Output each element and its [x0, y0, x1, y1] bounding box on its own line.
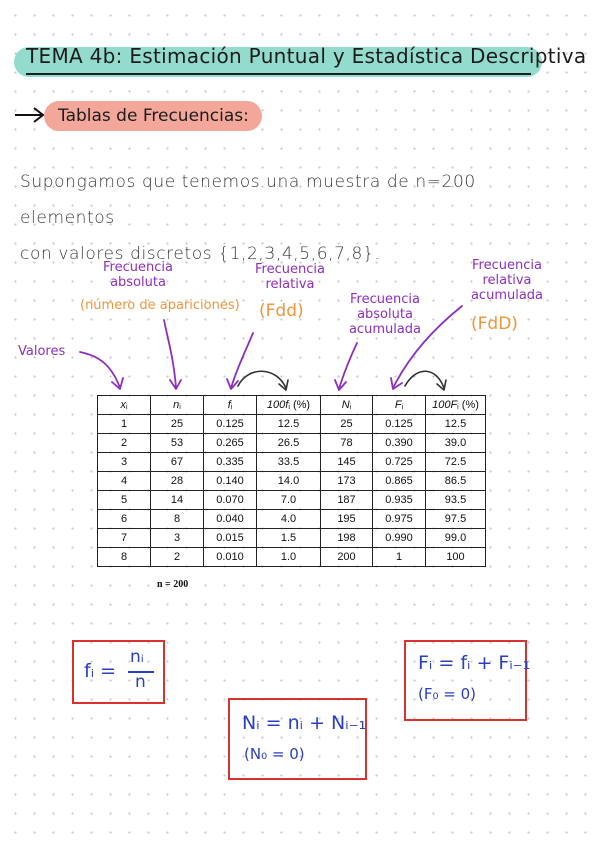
table-cell: 1 [98, 415, 151, 434]
page-title: TEMA 4b: Estimación Puntual y Estadística Descriptiva [26, 44, 587, 68]
table-cell: 4 [98, 472, 151, 491]
table-row [98, 548, 486, 567]
table-cell: 0.125 [204, 415, 257, 434]
table-header-cell [426, 396, 486, 415]
table-cell: 4.0 [257, 510, 321, 529]
table-cell: 25 [151, 415, 204, 434]
label-fr-line-1: Frecuencia [255, 262, 325, 277]
table-cell: 67 [151, 453, 204, 472]
table-cell: 3 [98, 453, 151, 472]
header-symbol: x [120, 399, 126, 411]
arrow-frecuencia-absoluta-icon [164, 320, 176, 388]
label-fa-line-2: absoluta [110, 275, 166, 290]
table-cell: 1 [373, 548, 426, 567]
table-header-row [98, 396, 486, 415]
table-cell: 0.390 [373, 434, 426, 453]
table-cell: 8 [98, 548, 151, 567]
table-row [98, 472, 486, 491]
table-cell: 195 [321, 510, 373, 529]
label-fr-line-2: relativa [265, 277, 315, 292]
header-symbol: f [227, 399, 231, 411]
table-header-cell [151, 396, 204, 415]
table-row [98, 510, 486, 529]
header-symbol: 100f [266, 399, 289, 411]
table-cell: 26.5 [257, 434, 321, 453]
intro-line-2: con valores discretos {1,2,3,4,5,6,7,8}. [20, 244, 381, 264]
label-faa-line-3: acumulada [348, 322, 422, 337]
formula-f-denominator: n [135, 672, 146, 692]
header-subscript: i [457, 404, 459, 411]
label-faa-line-1: Frecuencia [350, 292, 420, 307]
table-cell: 2 [151, 548, 204, 567]
header-subscript: i [401, 404, 404, 411]
table-cell: 173 [321, 472, 373, 491]
header-symbol: N [341, 399, 350, 411]
table-cell: 86.5 [426, 472, 486, 491]
table-cell: 78 [321, 434, 373, 453]
table-row [98, 529, 486, 548]
table-cell: 1.5 [257, 529, 321, 548]
table-cell: 200 [321, 548, 373, 567]
table-cell: 93.5 [426, 491, 486, 510]
header-symbol: 100F [432, 399, 458, 411]
section-title: Tablas de Frecuencias: [58, 106, 249, 126]
table-header-cell [257, 396, 321, 415]
formula-F-main: Fᵢ = fᵢ + Fᵢ₋₁ [418, 652, 531, 674]
table-row [98, 491, 486, 510]
formula-box-cumulative-absolute [228, 698, 367, 780]
formula-f-numerator: nᵢ [130, 647, 144, 667]
table-cell: 0.010 [204, 548, 257, 567]
header-subscript: i [179, 404, 181, 411]
sample-size-note: n = 200 [157, 579, 189, 590]
label-fra-line-2: relativa [482, 273, 532, 288]
table-header-cell [373, 396, 426, 415]
header-subscript: i [125, 404, 128, 411]
table-cell: 0.070 [204, 491, 257, 510]
table-cell: 3 [151, 529, 204, 548]
table-cell: 100 [426, 548, 486, 567]
table-cell: 12.5 [426, 415, 486, 434]
table-cell: 0.140 [204, 472, 257, 491]
table-cell: 0.990 [373, 529, 426, 548]
frequency-table [97, 395, 486, 567]
table-cell: 28 [151, 472, 204, 491]
header-subscript: i [288, 404, 290, 411]
table-cell: 14 [151, 491, 204, 510]
table-cell: 97.5 [426, 510, 486, 529]
table-cell: 0.125 [373, 415, 426, 434]
header-subscript: i [349, 404, 352, 411]
table-cell: 0.015 [204, 529, 257, 548]
arrow-abs-acumulada-icon [339, 343, 357, 389]
table-cell: 33.5 [257, 453, 321, 472]
table-cell: 25 [321, 415, 373, 434]
table-cell: 12.5 [257, 415, 321, 434]
table-cell: 72.5 [426, 453, 486, 472]
header-suffix: (%) [458, 399, 479, 411]
header-suffix: (%) [289, 399, 311, 411]
table-header-cell [204, 396, 257, 415]
intro-line-1: Supongamos que tenemos una muestra de n=200 elementos [20, 172, 476, 228]
table-cell: 187 [321, 491, 373, 510]
table-row [98, 434, 486, 453]
table-cell: 99.0 [426, 529, 486, 548]
formula-f-lhs: fᵢ = [84, 660, 117, 682]
formula-box-relative-frequency [72, 640, 165, 704]
label-FdD: (FdD) [471, 314, 518, 334]
label-faa-line-2: absoluta [357, 307, 413, 322]
table-cell: 1.0 [257, 548, 321, 567]
label-fa-line-1: Frecuencia [103, 260, 173, 275]
label-numero-apariciones: (número de apariciones) [80, 298, 240, 313]
table-cell: 0.725 [373, 453, 426, 472]
table-cell: 0.265 [204, 434, 257, 453]
table-body [98, 415, 486, 567]
label-fra-line-3: acumulada [470, 288, 544, 303]
header-subscript: i [230, 404, 233, 411]
table-cell: 0.335 [204, 453, 257, 472]
table-row [98, 453, 486, 472]
table-cell: 0.935 [373, 491, 426, 510]
formula-box-cumulative-relative [404, 640, 531, 721]
header-symbol: F [394, 399, 402, 411]
curved-arrow-f-to-100f-icon [238, 371, 286, 388]
table-row [98, 415, 486, 434]
table-cell: 198 [321, 529, 373, 548]
table-cell: 7.0 [257, 491, 321, 510]
table-cell: 39.0 [426, 434, 486, 453]
label-fra-line-1: Frecuencia [472, 258, 542, 273]
arrow-rel-acumulada-icon [393, 306, 462, 388]
header-symbol: n [173, 399, 180, 411]
table-cell: 145 [321, 453, 373, 472]
formula-N-init: (N₀ = 0) [244, 745, 305, 763]
table-cell: 6 [98, 510, 151, 529]
table-cell: 53 [151, 434, 204, 453]
table-cell: 8 [151, 510, 204, 529]
formula-F-init: (F₀ = 0) [418, 685, 476, 703]
table-header-cell [321, 396, 373, 415]
table-cell: 2 [98, 434, 151, 453]
table-cell: 5 [98, 491, 151, 510]
table-cell: 14.0 [257, 472, 321, 491]
table-header-cell [98, 396, 151, 415]
formula-N-main: Nᵢ = nᵢ + Nᵢ₋₁ [242, 712, 367, 734]
label-fdd: (Fdd) [259, 301, 304, 321]
label-valores: Valores [18, 344, 66, 359]
table-cell: 7 [98, 529, 151, 548]
table-cell: 0.975 [373, 510, 426, 529]
table-cell: 0.040 [204, 510, 257, 529]
table-cell: 0.865 [373, 472, 426, 491]
